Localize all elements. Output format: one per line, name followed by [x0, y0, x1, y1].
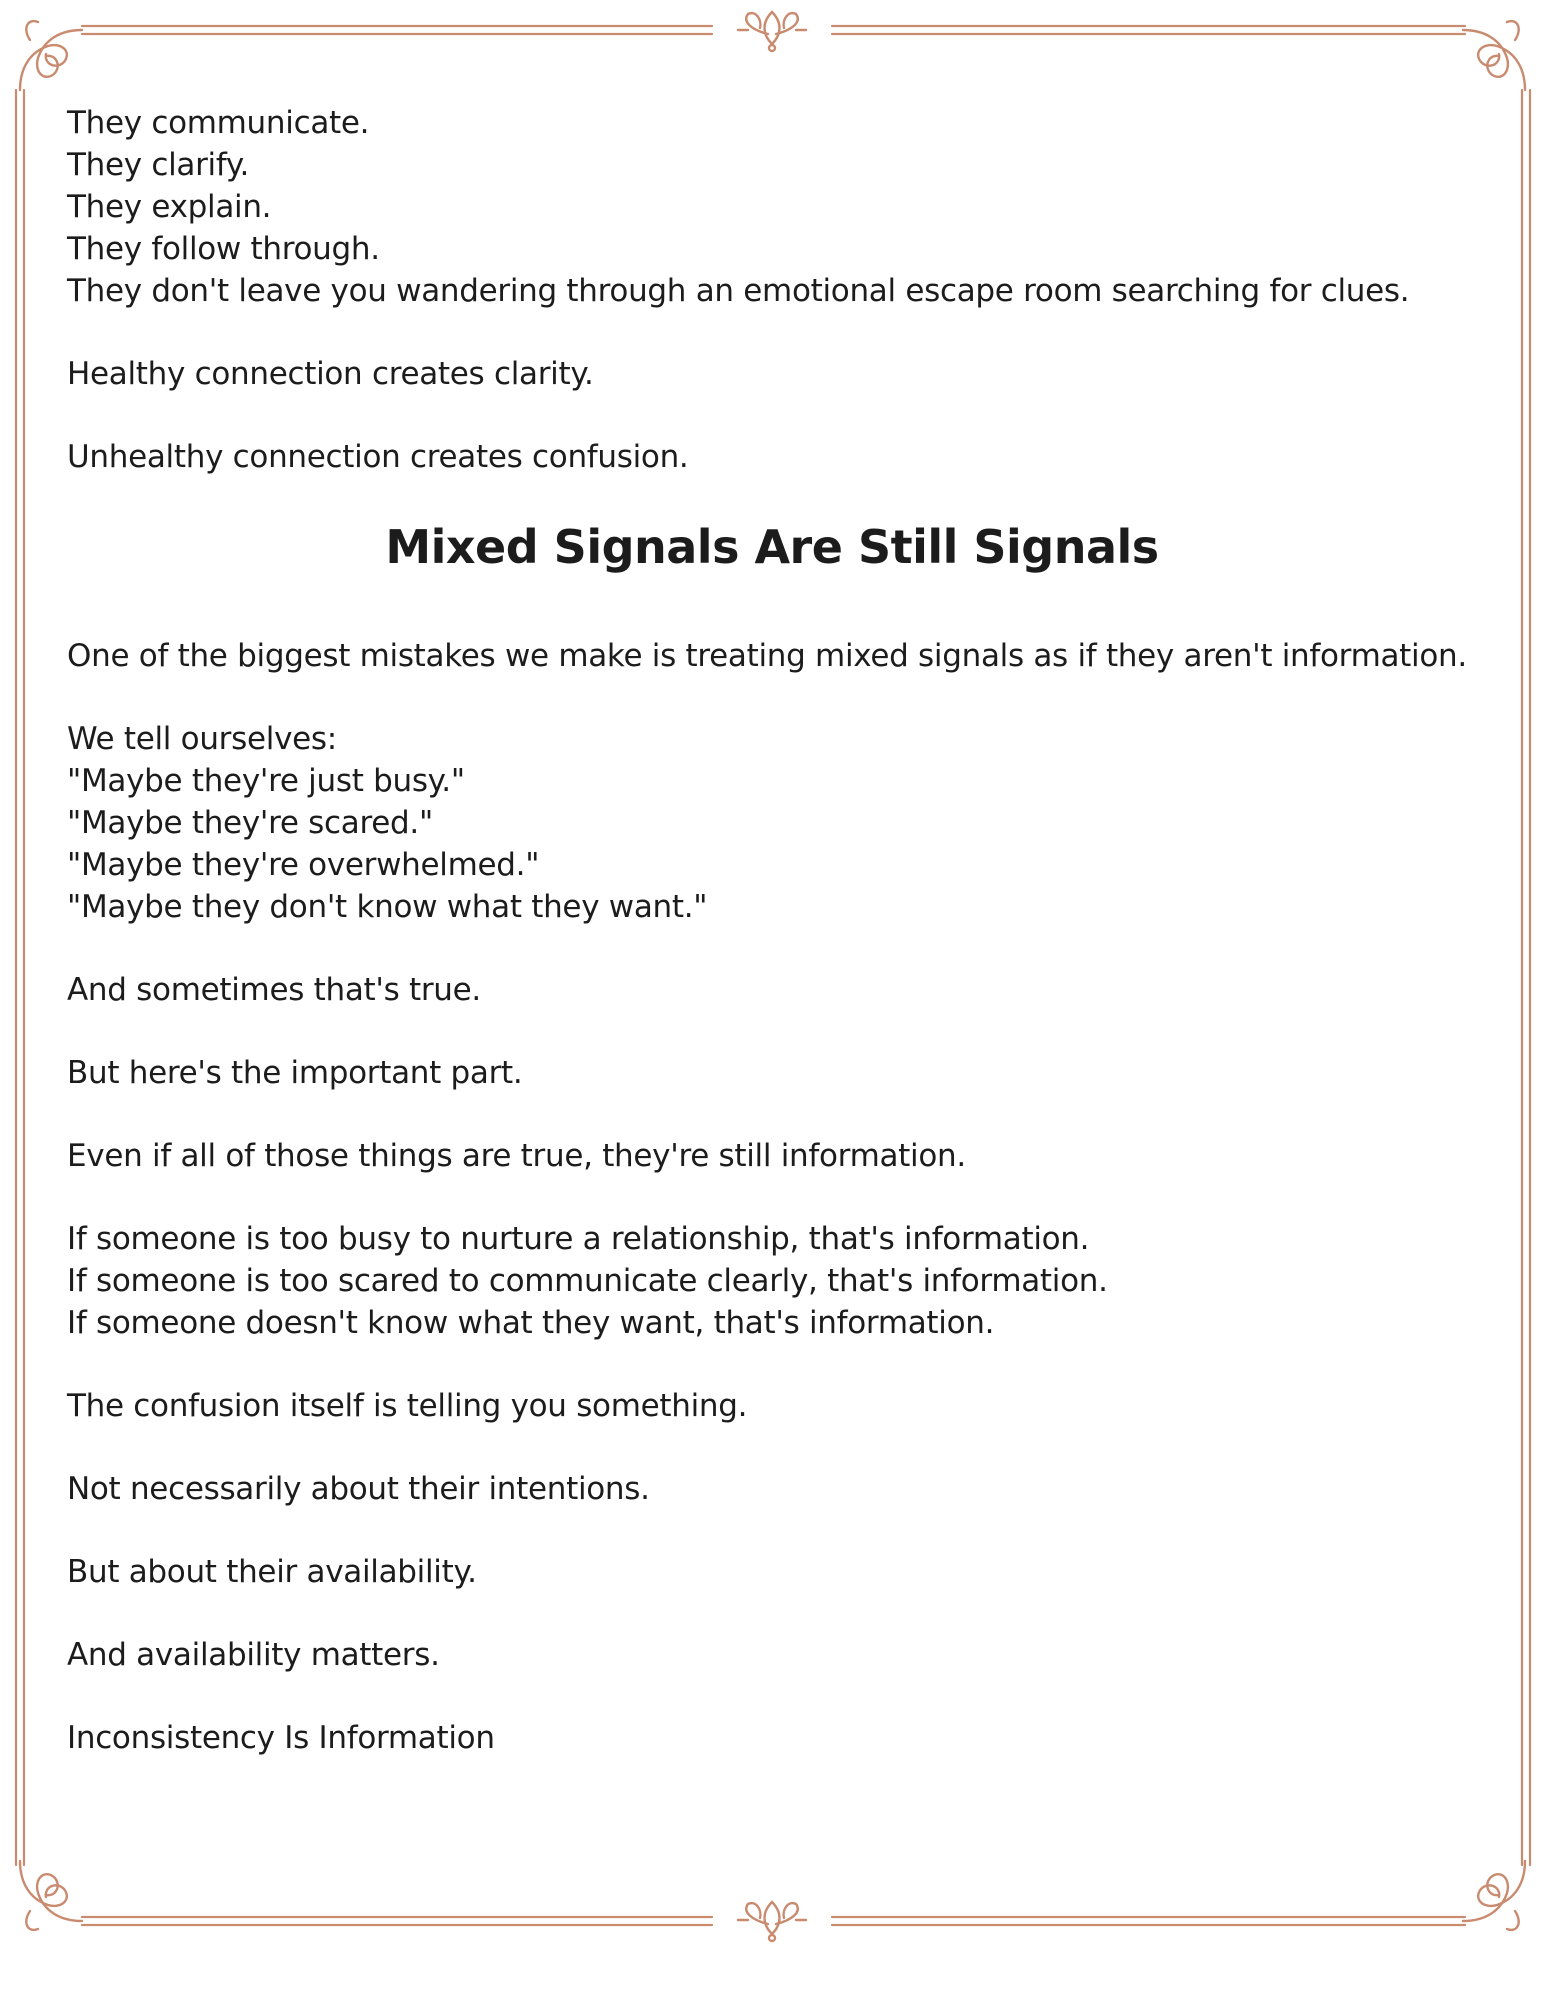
text-line: Inconsistency Is Information: [67, 1720, 495, 1756]
scroll-flourish-icon: [20, 21, 82, 90]
paragraph: [67, 635, 1477, 677]
fleur-de-lis-icon: [738, 12, 806, 51]
scroll-flourish-icon: [20, 1861, 82, 1930]
text-line: We tell ourselves:: [67, 721, 337, 757]
fleur-de-lis-icon: [738, 1902, 806, 1941]
text-line: Not necessarily about their intentions.: [67, 1471, 650, 1507]
paragraph: [67, 1717, 1477, 1759]
text-line: "Maybe they're overwhelmed.": [67, 847, 540, 883]
text-line: But here's the important part.: [67, 1055, 523, 1091]
text-line: "Maybe they're scared.": [67, 805, 433, 841]
text-line: They communicate.: [67, 105, 370, 141]
text-line: Unhealthy connection creates confusion.: [67, 439, 689, 475]
paragraph: [67, 1468, 1477, 1510]
text-line: Healthy connection creates clarity.: [67, 356, 594, 392]
text-line: And availability matters.: [67, 1637, 440, 1673]
section-heading: Mixed Signals Are Still Signals: [385, 520, 1159, 574]
scroll-flourish-icon: [1463, 1861, 1525, 1930]
text-line: "Maybe they're just busy.": [67, 763, 465, 799]
text-line: If someone doesn't know what they want, that's information.: [67, 1305, 995, 1341]
paragraph: [67, 1052, 1477, 1094]
text-line: They clarify.: [67, 147, 250, 183]
text-line: But about their availability.: [67, 1554, 477, 1590]
text-line: They don't leave you wandering through an emotional escape room searching for clues.: [67, 273, 1410, 309]
paragraph: [67, 1551, 1477, 1593]
scroll-flourish-icon: [1463, 21, 1525, 90]
paragraph: [67, 1218, 1477, 1344]
paragraph: [67, 436, 1477, 478]
paragraph: [67, 969, 1477, 1011]
paragraph: [67, 102, 1477, 312]
text-line: "Maybe they don't know what they want.": [67, 889, 708, 925]
text-line: One of the biggest mistakes we make is treating mixed signals as if they aren't information.: [67, 638, 1467, 674]
paragraph: [67, 353, 1477, 395]
text-line: If someone is too busy to nurture a relationship, that's information.: [67, 1221, 1090, 1257]
paragraph: [67, 718, 1477, 928]
paragraph: [67, 1135, 1477, 1177]
text-line: The confusion itself is telling you something.: [67, 1388, 748, 1424]
paragraph: [67, 1385, 1477, 1427]
text-line: They explain.: [67, 189, 272, 225]
text-line: Even if all of those things are true, they're still information.: [67, 1138, 966, 1174]
document-body: [67, 102, 1477, 1800]
text-line: They follow through.: [67, 231, 380, 267]
paragraph: [67, 1634, 1477, 1676]
text-line: If someone is too scared to communicate clearly, that's information.: [67, 1263, 1108, 1299]
text-line: And sometimes that's true.: [67, 972, 481, 1008]
